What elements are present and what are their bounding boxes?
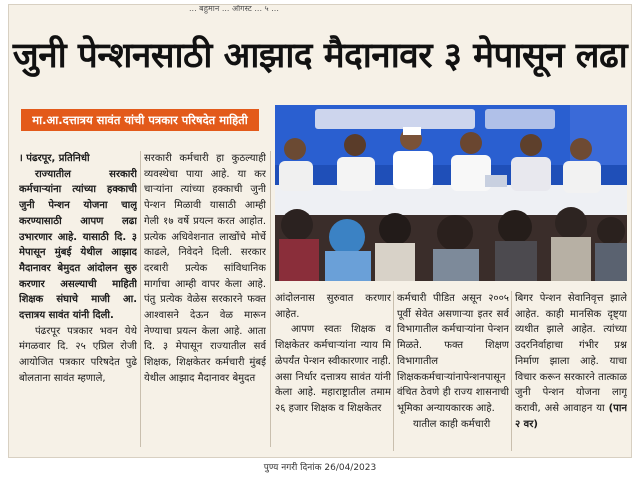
article-column-4 [397,291,509,451]
lead-paragraph: राज्यातील सरकारी कर्मचाऱ्यांना त्यांच्या हक्काची जुनी पेन्शन योजना चालू करण्यासाठी आपण लढा उभारणार आहे. यासाठी दि. ३ मेपासून मुंबई येथील आझाद मैदानावर बेमुदत आंदोलन सुरु करणार असल्याची माहिती शिक्षक संघाचे माजी आ. दत्तात्रय सावंत यांनी दिली. [19,168,137,322]
column-divider [393,291,394,451]
cropped-top-strip: ... बहुमान ... ऑगस्ट ... ५ ... [189,5,279,13]
continuation-note: (पान २ वर) [515,402,627,430]
column-divider [140,151,141,447]
body-paragraph: आंदोलनास सुरुवात करणार आहेत. [275,293,391,320]
body-paragraph: आपण स्वतः शिक्षक व शिक्षकेतर कर्मचाऱ्यांना न्याय मि ळेपर्यंत पेन्शन स्वीकारणार नाही. असा निर्धार दत्तात्रय सावंत यांनी केला आहे. महाराष्ट्रातील तमाम २६ हजार शिक्षक व शिक्षकेतर [275,324,391,414]
body-text: बिगर पेन्शन सेवानिवृत्त झाले आहेत. काही मानसिक दृष्ट्या व्यथीत झाले आहेत. त्यांच्या उदरनिर्वाहाचा गंभीर प्रश्न निर्माण झाला आहे. याचा विचार करून सरकारने तात्काळ जुनी पेन्शन योजना लागू करावी, असे आवाहन या [515,293,627,414]
source-caption: पुण्य नगरी दिनांक 26/04/2023 [263,463,377,473]
article-column-5 [515,291,627,451]
article-column-1 [19,151,137,447]
body-paragraph: पंढरपूर पत्रकार भवन येथे मंगळवार दि. २५ एप्रिल रोजी आयोजित पत्रकार परिषदेत पुढे बोलताना सावंत म्हणाले, [19,325,137,384]
dateline: । पंढरपूर, प्रतिनिधी [19,153,90,164]
body-paragraph [515,291,627,432]
subheadline-banner: मा.आ.दत्तात्रय सावंत यांची पत्रकार परिषदेत माहिती [21,109,259,131]
column-divider [511,291,512,451]
press-conference-photo [275,105,627,281]
headline: जुनी पेन्शनसाठी आझाद मैदानावर ३ मेपासून लढा [12,35,628,76]
body-paragraph: यातील काही कर्मचारी [413,418,491,430]
column-divider [270,151,271,447]
body-paragraph: कर्मचारी पीडित असून २००५ पूर्वी सेवेत असणाऱ्या इतर सर्व विभागातील कर्मचाऱ्यांना पेन्शन मिळते. फक्त शिक्षण विभागातील शिक्षककर्मचाऱ्यांनापेन्शनपासून वंचित ठेवणे ही राज्य शासनाची भूमिका अन्यायकारक आहे. [397,293,509,414]
article-column-2 [144,151,266,447]
article-column-3 [275,291,391,451]
body-paragraph: सरकारी कर्मचारी हा कुठल्याही व्यवस्थेचा पाया आहे. या कर चाऱ्यांना त्यांच्या हक्काची जुनी पेन्शन मिळावी यासाठी आम्ही गेली १७ वर्षे प्रयत्न करत आहोत. प्रत्येक अधिवेशनात लाखोंचे मोर्चे काढले, निवेदने दिली. सरकार दरबारी प्रत्येक सांविधानिक मार्गाचा आम्ही वापर केला आहे. पंतु प्रत्येक वेळेस सरकारने फक्त आश्वासने देऊन वेळ मारून नेण्याचा प्रयत्न केला आहे. आता दि. ३ मेपासून राज्यातील सर्व शिक्षक, शिक्षकेतर कर्मचारी मुंबई येथील आझाद मैदानावर बेमुदत [144,153,266,384]
newspaper-clipping [8,4,632,458]
